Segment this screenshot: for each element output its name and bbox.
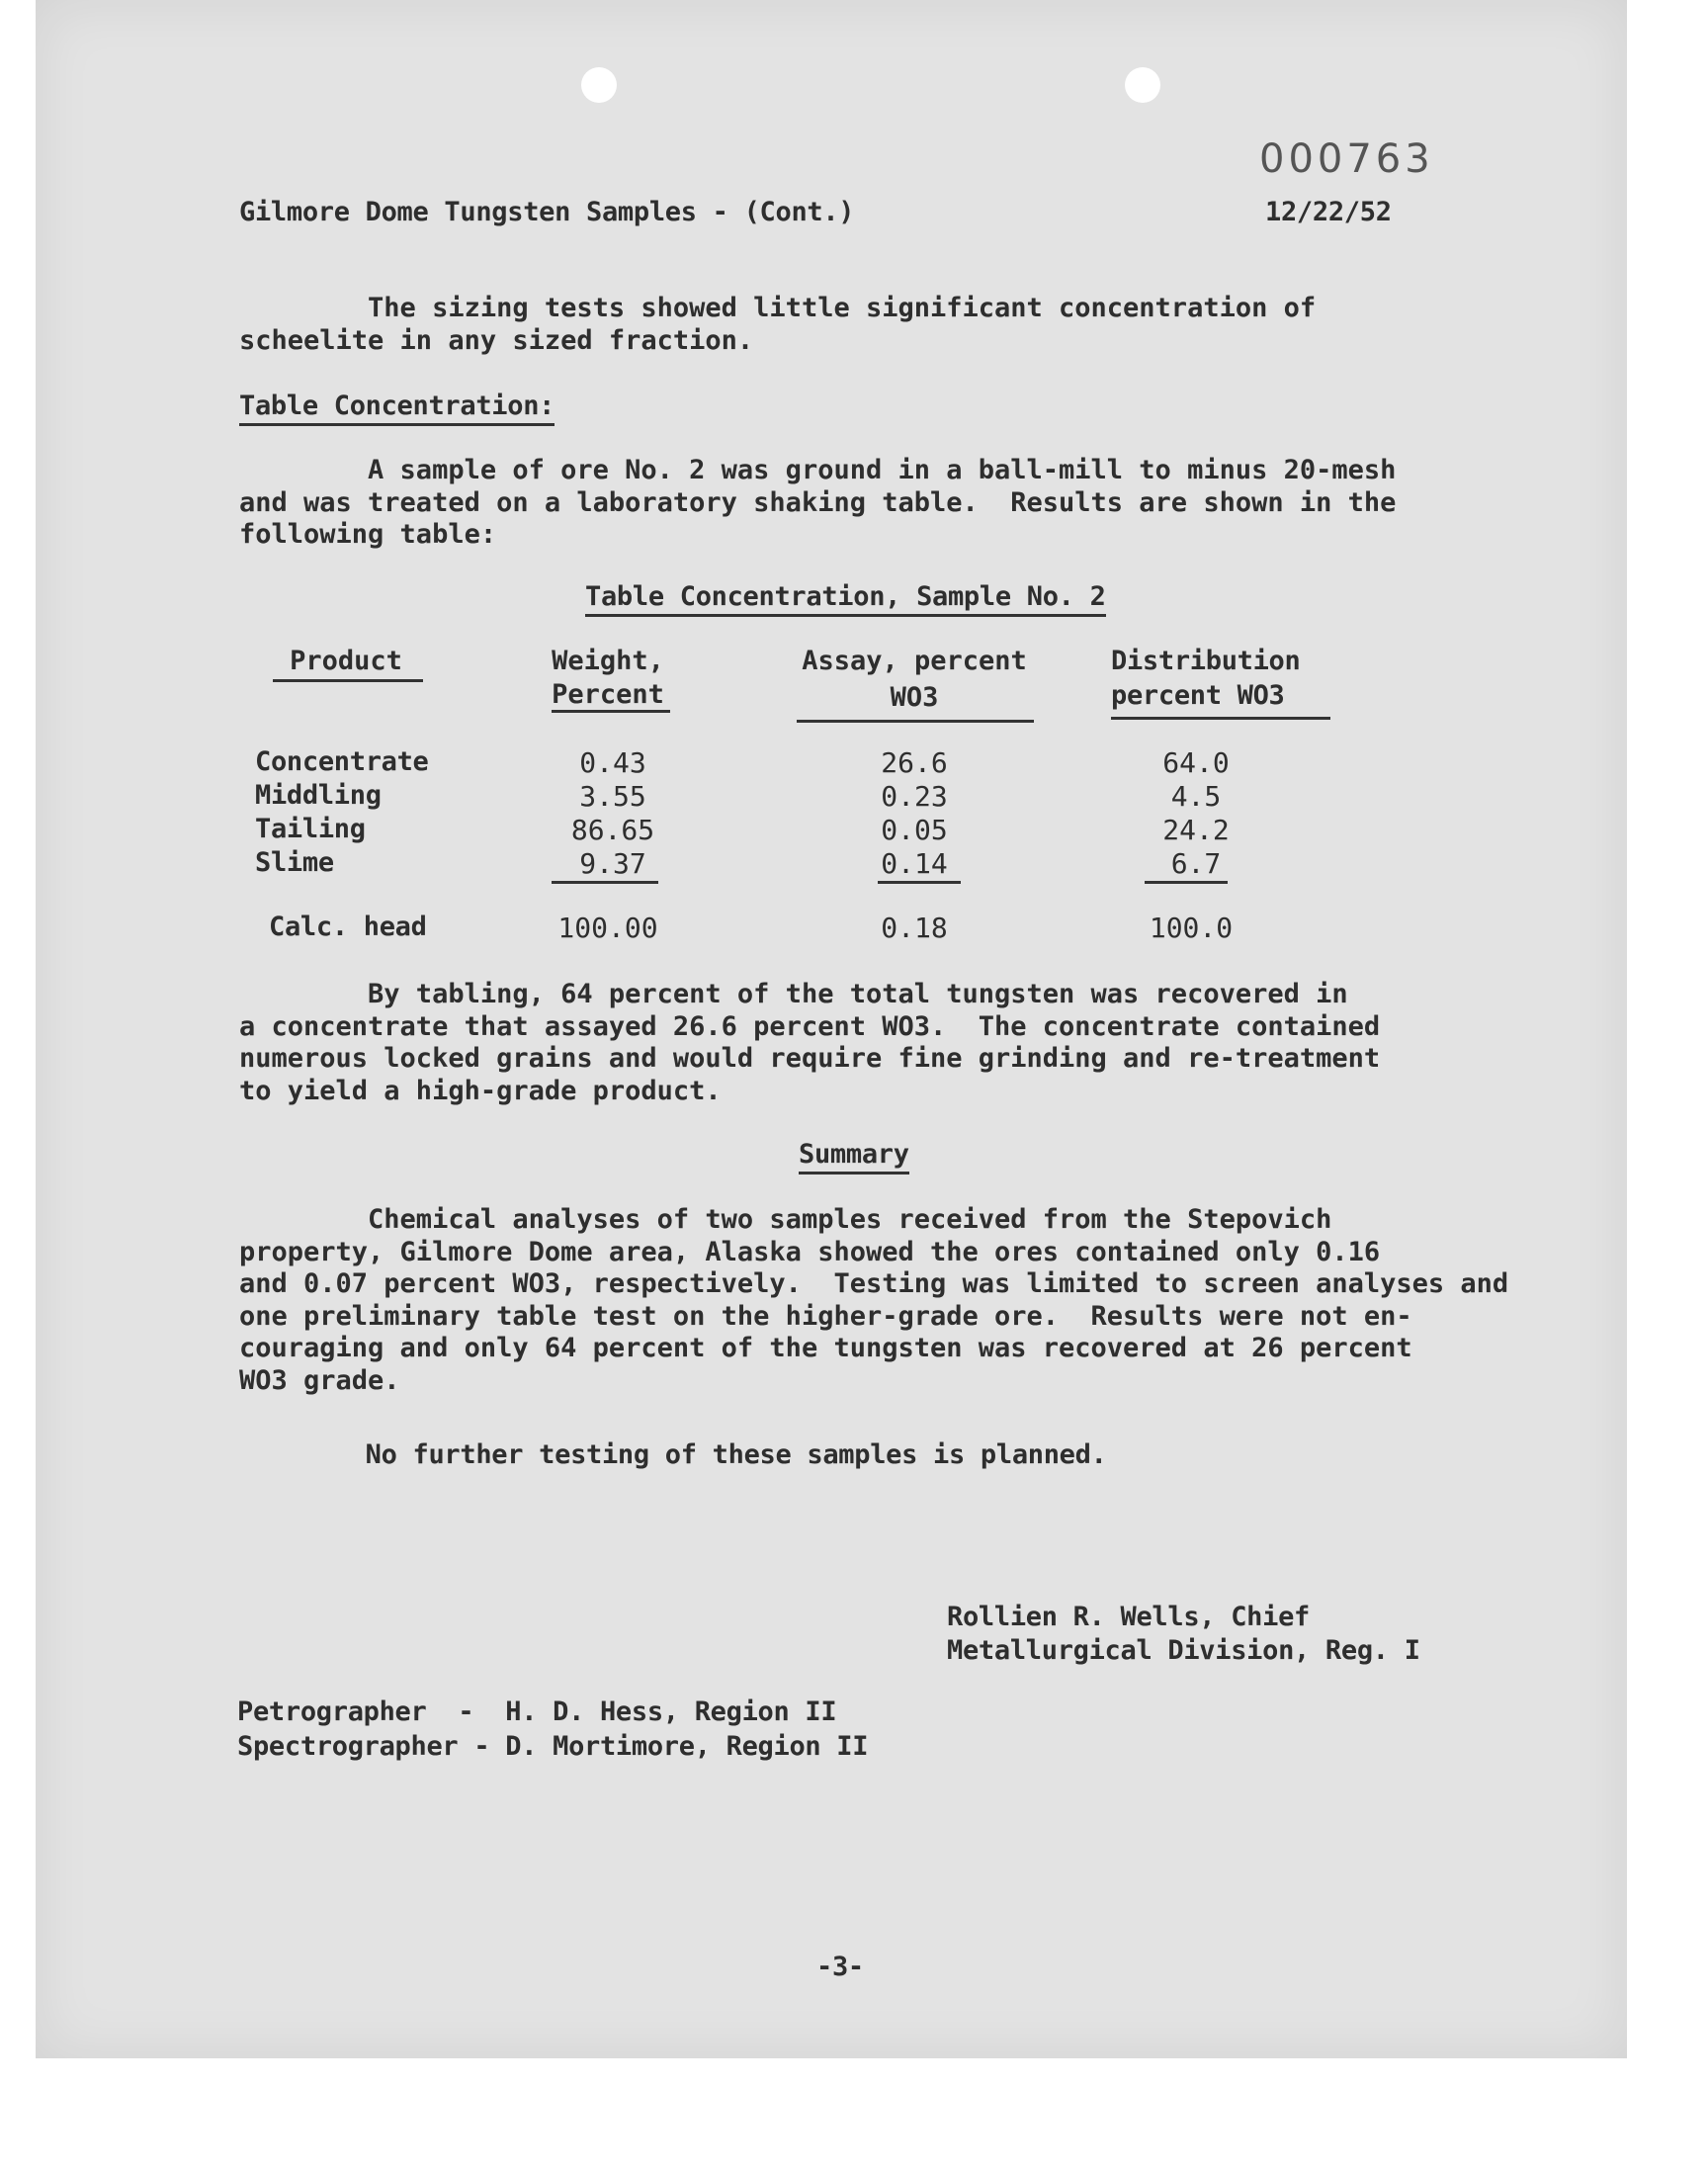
tabling-paragraph bbox=[239, 979, 1380, 1107]
cell-assay: 26.6 bbox=[881, 746, 948, 779]
header-underline bbox=[797, 720, 1034, 723]
section-heading-summary: Summary bbox=[799, 1139, 909, 1174]
header-product: Product bbox=[290, 646, 402, 676]
header-underline bbox=[552, 710, 670, 713]
text-line: one preliminary table test on the higher-grade ore. Results were not en- bbox=[239, 1300, 1412, 1332]
text-line: following table: bbox=[239, 519, 497, 550]
header-weight-line1: Weight, bbox=[552, 646, 664, 676]
text-line: By tabling, 64 percent of the total tungsten was recovered in bbox=[239, 979, 1348, 1009]
page-number: -3- bbox=[816, 1952, 864, 1982]
cell-product: Slime bbox=[255, 847, 334, 878]
credit-petrographer: Petrographer - H. D. Hess, Region II bbox=[237, 1696, 837, 1727]
punch-hole-left bbox=[581, 67, 617, 103]
header-assay-line2: WO3 bbox=[890, 682, 939, 713]
text-line: to yield a high-grade product. bbox=[239, 1075, 722, 1106]
punch-hole-right bbox=[1125, 67, 1160, 103]
text-line: WO3 grade. bbox=[239, 1364, 400, 1396]
table-caption: Table Concentration, Sample No. 2 bbox=[585, 581, 1106, 617]
subtotal-underline bbox=[878, 881, 961, 884]
header-distribution-line2: percent WO3 bbox=[1111, 680, 1285, 711]
cell-weight: 9.37 bbox=[579, 847, 646, 880]
cell-distribution: 100.0 bbox=[1149, 912, 1234, 944]
header-weight-line2: Percent bbox=[552, 679, 664, 710]
document-number: 000763 bbox=[1259, 136, 1434, 182]
cell-product: Concentrate bbox=[255, 746, 429, 777]
summary-paragraph bbox=[239, 1204, 1508, 1397]
page-title: Gilmore Dome Tungsten Samples - (Cont.) bbox=[239, 197, 855, 227]
header-distribution-line1: Distribution bbox=[1111, 646, 1301, 676]
header-underline bbox=[1111, 717, 1330, 720]
text-line: A sample of ore No. 2 was ground in a ball-mill to minus 20-mesh bbox=[239, 455, 1397, 485]
credit-spectrographer: Spectrographer - D. Mortimore, Region II bbox=[237, 1731, 869, 1762]
table-concentration-paragraph bbox=[239, 455, 1396, 552]
header-assay-line1: Assay, percent bbox=[802, 646, 1027, 676]
text-line: property, Gilmore Dome area, Alaska showed the ores contained only 0.16 bbox=[239, 1236, 1381, 1267]
text-line: The sizing tests showed little significant concentration of bbox=[239, 293, 1317, 323]
text-line: scheelite in any sized fraction. bbox=[239, 324, 754, 356]
header-underline bbox=[273, 679, 423, 682]
subtotal-underline bbox=[1145, 881, 1228, 884]
cell-weight: 0.43 bbox=[579, 746, 646, 779]
cell-distribution: 4.5 bbox=[1170, 780, 1222, 813]
text-line: Chemical analyses of two samples received from the Stepovich bbox=[239, 1204, 1332, 1235]
cell-weight: 86.65 bbox=[570, 814, 655, 846]
text-line: and was treated on a laboratory shaking table. Results are shown in the bbox=[239, 486, 1397, 518]
section-heading-table-concentration: Table Concentration: bbox=[239, 391, 555, 426]
signature-name: Rollien R. Wells, Chief bbox=[947, 1602, 1310, 1632]
cell-distribution: 64.0 bbox=[1162, 746, 1230, 779]
cell-weight: 3.55 bbox=[579, 780, 646, 813]
signature-title: Metallurgical Division, Reg. I bbox=[947, 1635, 1420, 1666]
closing-statement: No further testing of these samples is planned. bbox=[239, 1439, 1107, 1470]
document-date: 12/22/52 bbox=[1265, 197, 1392, 227]
cell-product: Middling bbox=[255, 780, 382, 811]
cell-assay: 0.23 bbox=[881, 780, 948, 813]
text-line: a concentrate that assayed 26.6 percent WO3. The concentrate contained bbox=[239, 1010, 1381, 1042]
cell-weight: 100.00 bbox=[557, 912, 658, 944]
text-line: numerous locked grains and would require fine grinding and re-treatment bbox=[239, 1043, 1381, 1074]
cell-assay: 0.05 bbox=[881, 814, 948, 846]
cell-assay: 0.18 bbox=[881, 912, 948, 944]
text-line: couraging and only 64 percent of the tungsten was recovered at 26 percent bbox=[239, 1333, 1412, 1363]
intro-paragraph bbox=[239, 293, 1316, 357]
text-line: and 0.07 percent WO3, respectively. Testing was limited to screen analyses and bbox=[239, 1268, 1509, 1299]
cell-product: Calc. head bbox=[269, 912, 427, 942]
cell-product: Tailing bbox=[255, 814, 366, 844]
cell-assay: 0.14 bbox=[881, 847, 948, 880]
cell-distribution: 24.2 bbox=[1162, 814, 1230, 846]
subtotal-underline bbox=[552, 881, 658, 884]
cell-distribution: 6.7 bbox=[1170, 847, 1222, 880]
